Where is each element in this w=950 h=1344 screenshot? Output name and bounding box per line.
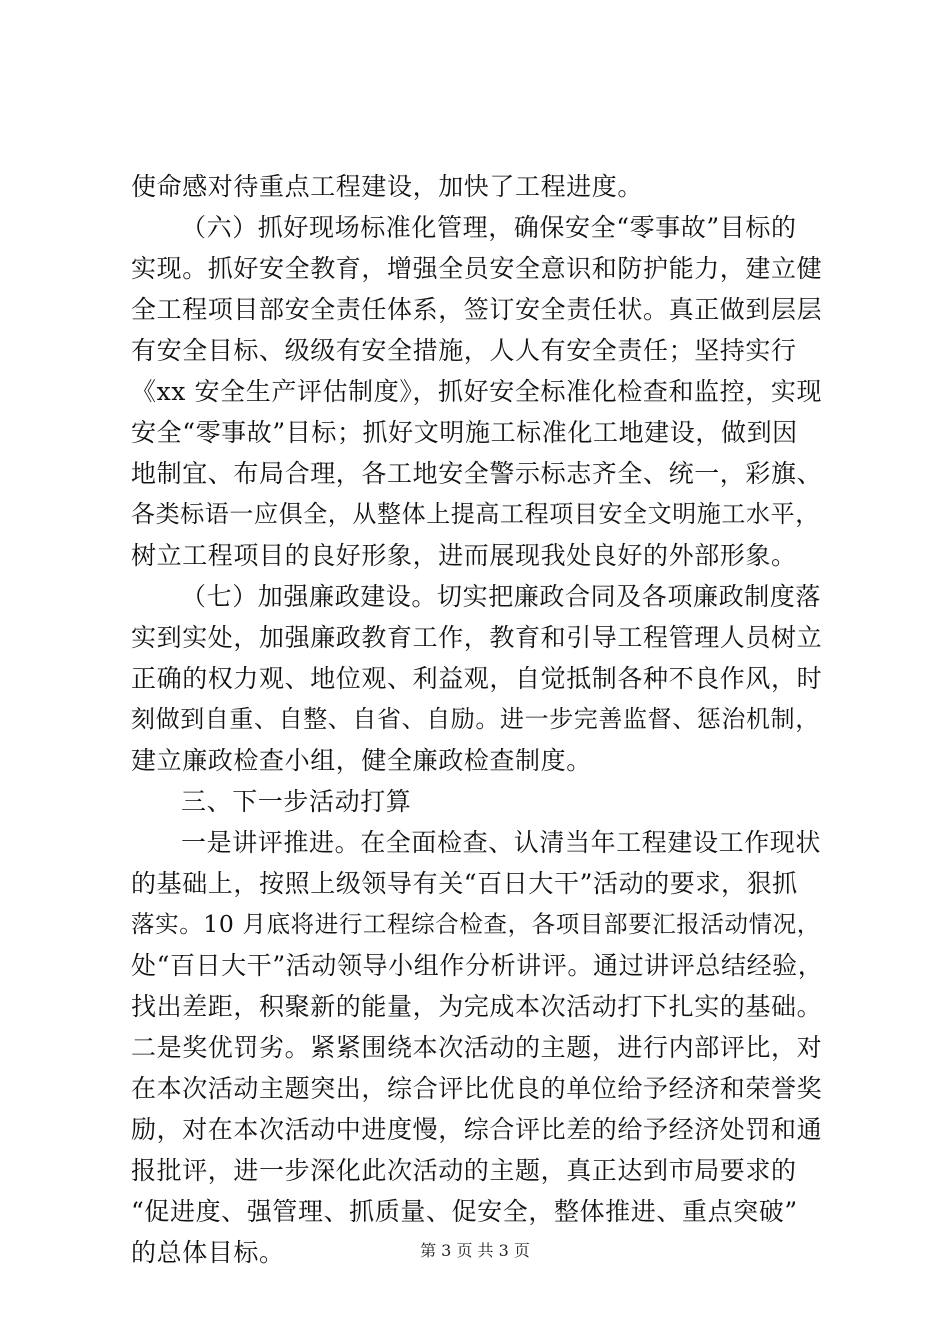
text-line: 安全“零事故”目标；抓好文明施工标准化工地建设，做到因 bbox=[131, 418, 798, 447]
text-line: 正确的权力观、地位观、利益观，自觉抵制各种不良作风，时 bbox=[131, 664, 823, 693]
text-line: 《xx 安全生产评估制度》，抓好安全标准化检查和监控，实现 bbox=[131, 377, 823, 406]
document-body bbox=[131, 166, 831, 1273]
text-line: 地制宜、布局合理，各工地安全警示标志齐全、统一，彩旗、 bbox=[131, 459, 823, 488]
text-line: 建立廉政检查小组，健全廉政检查制度。 bbox=[131, 746, 592, 775]
text-line: （七）加强廉政建设。切实把廉政合同及各项廉政制度落 bbox=[181, 582, 822, 611]
text-line: 的基础上，按照上级领导有关“百日大干”活动的要求，狠抓 bbox=[131, 869, 798, 898]
text-line: 处“百日大干”活动领导小组作分析讲评。通过讲评总结经验， bbox=[131, 951, 824, 980]
text-line: 二是奖优罚劣。紧紧围绕本次活动的主题，进行内部评比，对 bbox=[131, 1033, 823, 1062]
text-line: 三、下一步活动打算 bbox=[181, 787, 412, 816]
text-line: （六）抓好现场标准化管理，确保安全“零事故”目标的 bbox=[181, 213, 797, 242]
text-line: 全工程项目部安全责任体系，签订安全责任状。真正做到层层 bbox=[131, 295, 823, 324]
text-line: 励，对在本次活动中进度慢，综合评比差的给予经济处罚和通 bbox=[131, 1115, 823, 1144]
text-line: 一是讲评推进。在全面检查、认清当年工程建设工作现状 bbox=[181, 828, 822, 857]
text-line: 各类标语一应俱全，从整体上提高工程项目安全文明施工水平， bbox=[131, 500, 820, 528]
text-line: 实现。抓好安全教育，增强全员安全意识和防护能力，建立健 bbox=[131, 254, 823, 283]
text-line: 报批评，进一步深化此次活动的主题，真正达到市局要求的 bbox=[131, 1156, 797, 1185]
text-line: 落实。10 月底将进行工程综合检查，各项目部要汇报活动情况， bbox=[131, 910, 821, 938]
text-line: 使命感对待重点工程建设，加快了工程进度。 bbox=[131, 172, 644, 201]
text-line: 树立工程项目的良好形象，进而展现我处良好的外部形象。 bbox=[131, 541, 797, 570]
text-line: 找出差距，积聚新的能量，为完成本次活动打下扎实的基础。 bbox=[131, 992, 823, 1021]
text-line: 实到实处，加强廉政教育工作，教育和引导工程管理人员树立 bbox=[131, 623, 823, 652]
text-line: 有安全目标、级级有安全措施，人人有安全责任；坚持实行 bbox=[131, 336, 797, 365]
text-line: 刻做到自重、自整、自省、自励。进一步完善监督、惩治机制， bbox=[131, 705, 820, 733]
text-line: “促进度、强管理、抓质量、促安全，整体推进、重点突破” bbox=[131, 1197, 798, 1226]
text-line: 的总体目标。 bbox=[131, 1238, 285, 1267]
text-line: 在本次活动主题突出，综合评比优良的单位给予经济和荣誉奖 bbox=[131, 1074, 823, 1103]
page-footer: 第 3 页 共 3 页 bbox=[420, 1241, 530, 1260]
